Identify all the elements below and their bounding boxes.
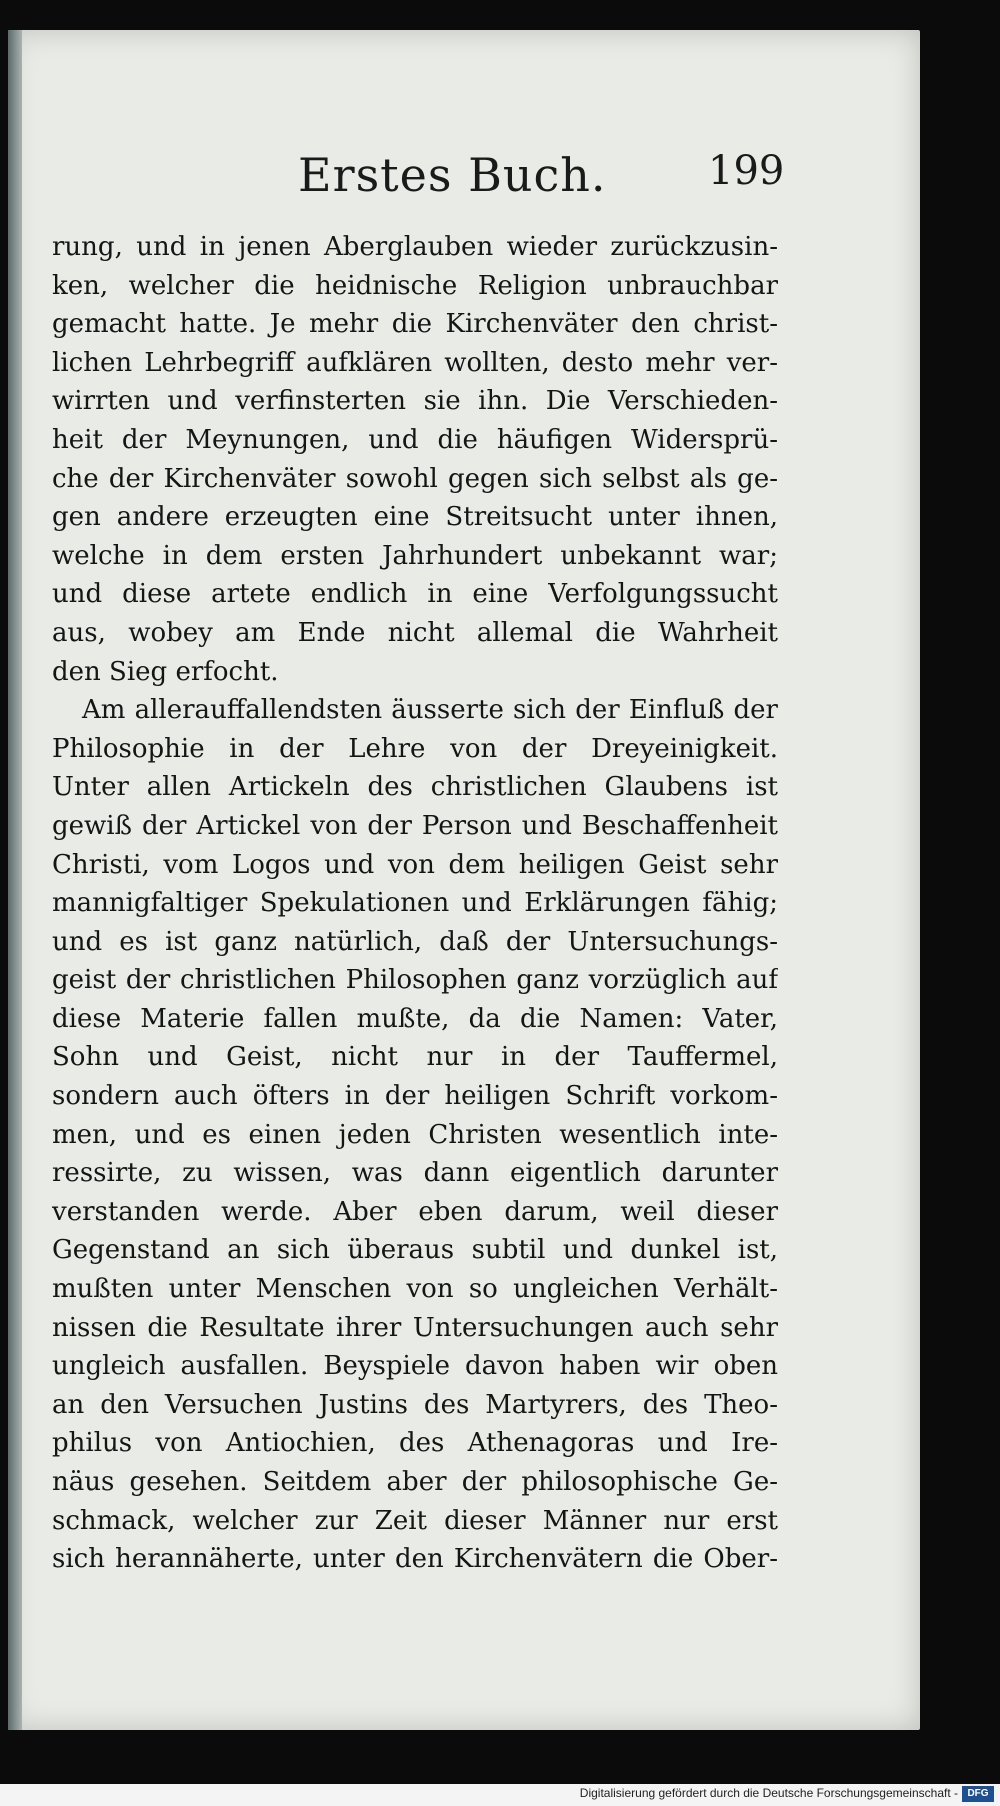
text-line: gen andere erzeugten eine Streitsucht unter ihnen, — [52, 502, 778, 533]
text-line: ressirte, zu wissen, was dann eigentlich darunter — [52, 1158, 778, 1189]
page-number: 199 — [708, 148, 785, 194]
text-line: Sohn und Geist, nicht nur in der Tauffermel, — [52, 1042, 778, 1073]
page-gutter — [8, 30, 22, 1730]
text-line: an den Versuchen Justins des Martyrers, des Theo- — [52, 1389, 778, 1420]
text-line: Gegenstand an sich überaus subtil und dunkel ist, — [52, 1235, 778, 1266]
text-line: schmack, welcher zur Zeit dieser Männer nur erst — [52, 1505, 778, 1536]
text-line: lichen Lehrbegriff aufklären wollten, desto mehr ver- — [52, 347, 778, 378]
book-page — [8, 30, 920, 1730]
text-line: mußten unter Menschen von so ungleichen Verhält- — [52, 1274, 778, 1305]
text-line: men, und es einen jeden Christen wesentlich inte- — [52, 1119, 778, 1150]
text-line: mannigfaltiger Spekulationen und Erklärungen fähig; — [52, 888, 778, 919]
text-line: nissen die Resultate ihrer Untersuchungen auch sehr — [52, 1312, 778, 1343]
text-line: verstanden werde. Aber eben darum, weil dieser — [52, 1196, 778, 1227]
text-line: philus von Antiochien, des Athenagoras und Ire- — [52, 1428, 778, 1459]
text-line: näus gesehen. Seitdem aber der philosophische Ge- — [52, 1467, 778, 1497]
funding-credit: Digitalisierung gefördert durch die Deutsche Forschungsgemeinschaft - — [579, 1786, 958, 1800]
text-line: wirrten und verfinsterten sie ihn. Die Verschieden- — [52, 386, 778, 417]
text-line: heit der Meynungen, und die häufigen Widersprü- — [52, 424, 778, 455]
digitization-footer — [0, 1784, 1000, 1806]
text-line: che der Kirchenväter sowohl gegen sich selbst als ge- — [52, 463, 778, 494]
text-line: ken, welcher die heidnische Religion unbrauchbar — [52, 270, 778, 301]
text-line: Unter allen Artickeln des christlichen Glaubens ist — [52, 772, 778, 803]
page-header — [8, 148, 920, 218]
text-line: Philosophie in der Lehre von der Dreyeinigkeit. — [52, 733, 778, 764]
running-title: Erstes Buch. — [298, 148, 607, 202]
text-line: rung, und in jenen Aberglauben wieder zurückzusin- — [52, 232, 778, 262]
text-line: den Sieg erfocht. — [52, 656, 279, 687]
text-line: aus, wobey am Ende nicht allemal die Wahrheit — [52, 617, 778, 648]
text-line: geist der christlichen Philosophen ganz vorzüglich auf — [52, 965, 778, 996]
body-text — [52, 228, 778, 1579]
text-line: und es ist ganz natürlich, daß der Untersuchungs- — [52, 926, 778, 957]
text-line: welche in dem ersten Jahrhundert unbekannt war; — [52, 540, 778, 571]
text-line: und diese artete endlich in eine Verfolgungssucht — [52, 579, 778, 610]
text-line: gewiß der Artickel von der Person und Beschaffenheit — [52, 810, 778, 841]
text-line: gemacht hatte. Je mehr die Kirchenväter den christ- — [52, 309, 778, 340]
text-line: diese Materie fallen mußte, da die Namen: Vater, — [52, 1003, 778, 1034]
text-line: sich heranna͏̈herte, unter den Kirchenvätern die Ober- — [52, 1544, 778, 1575]
dfg-logo: DFG — [962, 1786, 994, 1802]
text-line: Am allerauffallendsten äusserte sich der Einfluß der — [82, 695, 778, 726]
text-line: Christi, vom Logos und von dem heiligen Geist sehr — [52, 849, 778, 880]
text-line: ungleich ausfallen. Beyspiele davon haben wir oben — [52, 1351, 778, 1382]
text-line: sondern auch öfters in der heiligen Schrift vorkom- — [52, 1081, 778, 1112]
